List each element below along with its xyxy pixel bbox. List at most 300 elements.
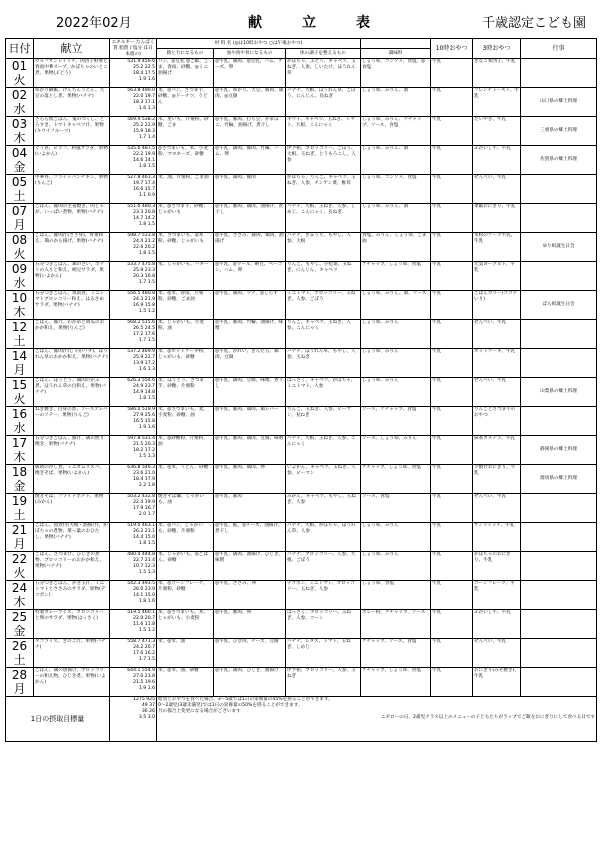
yellow-foods-cell: ◎牛乳、豚肉、鶏肉、豆腐、味噌 bbox=[214, 436, 286, 465]
event-cell: 山梨県の郷土料理 bbox=[521, 378, 597, 407]
date-cell bbox=[6, 204, 34, 233]
seasoning-cell: ソース、食塩 bbox=[361, 494, 431, 523]
day-number: 22 bbox=[11, 552, 28, 566]
materials-title: 材 料 名 bbox=[214, 40, 232, 46]
day-number: 02 bbox=[11, 88, 28, 102]
nutrition-cell: 626.3 554.6 24.9 23.7 14.9 14.8 1.8 1.5 bbox=[110, 378, 157, 407]
col-green: 体の調子を整えるもの bbox=[286, 49, 361, 59]
page-header bbox=[0, 12, 600, 32]
date-cell bbox=[6, 436, 34, 465]
col-snack10: 10時おやつ bbox=[431, 39, 473, 59]
menu-row bbox=[6, 262, 597, 291]
snack10-cell: 牛乳 bbox=[431, 117, 473, 146]
menu-row bbox=[6, 523, 597, 552]
green-foods-cell: デコポン、ミニトマト、ブロッコリー、玉ねぎ、人参 bbox=[286, 581, 361, 610]
green-foods-cell: バナナ、レタス、トマト、玉ねぎ、しめじ bbox=[286, 639, 361, 668]
event-cell bbox=[521, 349, 597, 378]
event-cell bbox=[521, 581, 597, 610]
snack10-cell: 牛乳 bbox=[431, 233, 473, 262]
menu-cell: ごはん、さつま汁、ひじきの煮物、ブロッコリーのおかか和え、果物(バナナ) bbox=[34, 552, 110, 581]
col-materials bbox=[157, 39, 361, 49]
yellow-foods-cell: ◎牛乳、鶏肉、ひじき、油揚げ bbox=[214, 668, 286, 697]
yellow-foods-cell: ◎牛乳、豚肉、鶏肉、油揚げ、煮干し bbox=[214, 204, 286, 233]
weekday: 土 bbox=[13, 334, 26, 348]
green-foods-cell: キウイ、キャベツ、玉ねぎ、トマト、大根、こんにゃく bbox=[286, 117, 361, 146]
weekday: 水 bbox=[13, 421, 26, 435]
seasoning-cell: しょうゆ、みりん、ケチャップ、ソース、食塩 bbox=[361, 117, 431, 146]
date-cell bbox=[6, 668, 34, 697]
snack3-cell: 抹茶カステラ、牛乳 bbox=[473, 436, 521, 465]
green-foods-cell: りんご、キャベツ、玉ねぎ、人参、こんにゃく bbox=[286, 320, 361, 349]
nutrition-cell: 537.2 469.9 25.9 22.7 13.9 17.2 1.6 1.3 bbox=[110, 349, 157, 378]
col-events: 行事 bbox=[521, 39, 597, 59]
day-number: 18 bbox=[11, 465, 28, 479]
event-cell: 山口県の郷土料理 bbox=[521, 88, 597, 117]
green-foods-cell: バナナ、大根、玉ねぎ、人参、こんにゃく bbox=[286, 436, 361, 465]
seasoning-cell: ソース、ケチャップ、食塩 bbox=[361, 407, 431, 436]
menu-cell: ごはん、ほうとう、鶏肉のかぶ煮、ほうれん草の白和え、果物(バナナ) bbox=[34, 378, 110, 407]
event-cell bbox=[521, 668, 597, 697]
yellow-foods-cell: ◎牛乳、鮭、◎チーズ、油揚げ、煮干し bbox=[214, 523, 286, 552]
menu-cell: さらら炊ごはん、鬼のつくし、とろすき、トマトキャベツ汁、果物(キウイフルーツ) bbox=[34, 117, 110, 146]
weekday: 月 bbox=[13, 363, 26, 377]
event-cell bbox=[521, 204, 597, 233]
snack3-cell: たいやき、牛乳 bbox=[473, 117, 521, 146]
yellow-foods-cell: ◎牛乳、鶏肉、豆腐、味噌、煮干し bbox=[214, 378, 286, 407]
green-foods-cell: ミニトマト、ブロッコリー、玉ねぎ、人参、ごぼう bbox=[286, 291, 361, 320]
event-cell: ゆり組誕生日会 bbox=[521, 233, 597, 262]
date-cell bbox=[6, 320, 34, 349]
red-foods-cell: 米、◎砂糖粉、片栗粉、油 bbox=[157, 436, 214, 465]
menu-row bbox=[6, 59, 597, 88]
red-foods-cell: 米、◎コーンフレーク、片栗粉、砂糖 bbox=[157, 581, 214, 610]
nutrition-cell: 527.8 461.3 19.7 17.4 16.6 15.7 1.1 0.9 bbox=[110, 175, 157, 204]
snack10-cell: 牛乳 bbox=[431, 175, 473, 204]
snack3-cell: せんべい、牛乳 bbox=[473, 320, 521, 349]
date-cell bbox=[6, 552, 34, 581]
red-foods-cell: 米、◎パン、じゃがいも、砂糖、片栗粉 bbox=[157, 523, 214, 552]
day-number: 01 bbox=[11, 59, 28, 73]
snack3-cell: きなこ本団子、牛乳 bbox=[473, 59, 521, 88]
seasoning-cell: しょうゆ、みりん、酒 bbox=[361, 146, 431, 175]
snack3-cell: コーンフレーク、牛乳 bbox=[473, 581, 521, 610]
green-foods-cell: はっさく、ブロッコリー、玉ねぎ、人参、コーン bbox=[286, 610, 361, 639]
weekday: 金 bbox=[13, 624, 26, 638]
col-snack3: 3時おやつ bbox=[473, 39, 521, 59]
snack10-cell: 牛乳 bbox=[431, 146, 473, 175]
date-cell bbox=[6, 494, 34, 523]
date-cell bbox=[6, 233, 34, 262]
green-foods-cell: バナナ、大根、玉ねぎ、人参、しめじ、こんにゃく、長ねぎ bbox=[286, 204, 361, 233]
date-cell bbox=[6, 407, 34, 436]
col-yellow: 血や肉や骨になるもの bbox=[214, 49, 286, 59]
col-menu: 献立 bbox=[34, 39, 110, 59]
weekday: 月 bbox=[13, 682, 26, 696]
menu-cell: 焼きそば、フライドポテト、果物(みかん) bbox=[34, 494, 110, 523]
day-number: 26 bbox=[11, 639, 28, 653]
weekday: 土 bbox=[13, 189, 26, 203]
snack10-cell: 牛乳 bbox=[431, 204, 473, 233]
date-cell bbox=[6, 465, 34, 494]
yellow-foods-cell: ◎牛乳、豚肉、打ち豆、かまぼこ、竹輪、油揚げ、煮干し bbox=[214, 117, 286, 146]
menu-row bbox=[6, 639, 597, 668]
nutrition-cell: 563.8 490.0 22.0 19.7 18.3 17.1 1.6 1.3 bbox=[110, 88, 157, 117]
menu-row bbox=[6, 291, 597, 320]
weekday: 火 bbox=[13, 392, 26, 406]
nutrition-cell: 569.4 538.2 25.2 22.9 15.9 18.3 1.7 1.4 bbox=[110, 117, 157, 146]
menu-row bbox=[6, 175, 597, 204]
red-foods-cell: 米、◎米、油 bbox=[157, 639, 214, 668]
snack10-cell: 牛乳 bbox=[431, 610, 473, 639]
col-nutrition: エネルギー たんぱく質 脂質 / 塩分 (1日本週の) bbox=[110, 39, 157, 59]
weekday: 火 bbox=[13, 566, 26, 580]
snack10-cell: 牛乳 bbox=[431, 320, 473, 349]
footer-note: ニギローの日、2歳児クラス以上のメニューの子どもたちがラップでご飯をおにぎりにして食べる日です bbox=[380, 715, 596, 720]
menu-cell: ごはん、豚肉汁(じゃがバタ)、ほうれん草のおかか和え、果物(バナナ) bbox=[34, 349, 110, 378]
event-cell bbox=[521, 407, 597, 436]
day-number: 25 bbox=[11, 610, 28, 624]
event-cell bbox=[521, 175, 597, 204]
day-number: 24 bbox=[11, 581, 28, 595]
summary-nutrition: 1275 925 49 37 36 26 3.5 3.0 bbox=[110, 697, 157, 742]
day-number: 04 bbox=[11, 146, 28, 160]
date-cell bbox=[6, 378, 34, 407]
menu-row bbox=[6, 146, 597, 175]
menu-cell: ぐう煮、ピラフ、和風サラダ、果物(いよかん) bbox=[34, 146, 110, 175]
green-foods-cell: 伊予柑、ブロッコリー、人参、玉ねぎ bbox=[286, 668, 361, 697]
seasoning-cell: しょうゆ、みりん bbox=[361, 349, 431, 378]
snack10-cell: 牛乳 bbox=[431, 581, 473, 610]
date-cell bbox=[6, 59, 34, 88]
green-foods-cell: りんご、もやし、小松菜、玉ねぎ、にんじん、キャベツ bbox=[286, 262, 361, 291]
menu-cell: 五分づきごはん、かき玉汁、ミニトマトとささみのサラダ、果物(デコポン) bbox=[34, 581, 110, 610]
nutrition-cell: 558.7 471.3 24.2 20.7 17.6 16.2 1.7 1.5 bbox=[110, 639, 157, 668]
green-foods-cell: かぼちゃ、りんご、キャベツ、玉ねぎ、人参、チンゲン菜、椎茸 bbox=[286, 175, 361, 204]
nutrition-cell: 644.1 554.9 27.0 23.8 21.5 19.6 1.9 1.6 bbox=[110, 668, 157, 697]
red-foods-cell: ◎さつまいも、米、小麦粉、マヨネーズ、砂糖 bbox=[157, 146, 214, 175]
menu-row bbox=[6, 233, 597, 262]
snack10-cell: 牛乳 bbox=[431, 494, 473, 523]
day-number: 28 bbox=[11, 668, 28, 682]
snack3-cell: ごはんカリー(ココアいり) bbox=[473, 291, 521, 320]
nutrition-cell: 531.9 459.6 25.2 22.5 18.4 17.5 1.9 1.6 bbox=[110, 59, 157, 88]
snack10-cell: 牛乳 bbox=[431, 465, 473, 494]
menu-cell: 中華丼、フライドパンチキン、果物(りんご) bbox=[34, 175, 110, 204]
menu-cell: 五分づきごはん、鶏のさい、ポテトの入りと和え、納豆サラダ、果物(いよかん) bbox=[34, 262, 110, 291]
snack3-cell: ホットケーキ、牛乳 bbox=[473, 349, 521, 378]
red-foods-cell: 米、じゃがいも、バター bbox=[157, 262, 214, 291]
seasoning-cell: しょうゆ、コンソメ、食塩、◎食塩 bbox=[361, 59, 431, 88]
yellow-foods-cell: ◎牛乳、鶏肉、豚肉 bbox=[214, 175, 286, 204]
seasoning-cell: しょうゆ、みりん、酒 bbox=[361, 88, 431, 117]
yellow-foods-cell: ◎牛乳、ひき肉、チーズ、豆腐 bbox=[214, 639, 286, 668]
day-number: 05 bbox=[11, 175, 28, 189]
day-number: 09 bbox=[11, 262, 28, 276]
menu-row bbox=[6, 407, 597, 436]
event-cell: ばら組誕生日会 bbox=[521, 291, 597, 320]
snack3-cell: りんごとさつま芋のおやつ bbox=[473, 407, 521, 436]
seasoning-cell: しょうゆ、みりん、酒、ソース bbox=[361, 291, 431, 320]
weekday: 水 bbox=[13, 102, 26, 116]
day-number: 08 bbox=[11, 233, 28, 247]
event-cell bbox=[521, 320, 597, 349]
seasoning-cell: しょうゆ、みりん、酒 bbox=[361, 204, 431, 233]
menu-cell: 五分づきごはん、豚汁、鶏の照り焼き、果物(バナナ) bbox=[34, 436, 110, 465]
snack10-cell: 牛乳 bbox=[431, 378, 473, 407]
weekday: 金 bbox=[13, 160, 26, 174]
yellow-foods-cell: ◎牛乳、豚肉、卵 bbox=[214, 610, 286, 639]
weekday: 土 bbox=[13, 508, 26, 522]
seasoning-cell: カレー粉、ケチャップ、ソース bbox=[361, 610, 431, 639]
red-foods-cell: 米、油、片栗粉、ごま油 bbox=[157, 175, 214, 204]
menu-row bbox=[6, 436, 597, 465]
snack3-cell: 元気ヨーグルト、牛乳 bbox=[473, 262, 521, 291]
yellow-foods-cell: ◎牛乳、鶏肉、◎豆乳、ハム、チーズ、卵 bbox=[214, 59, 286, 88]
red-foods-cell: 米、じゃがいも、◎ごはん、砂糖 bbox=[157, 552, 214, 581]
red-foods-cell: 米、◎さつまいも、米、じゃがいも、小麦粉 bbox=[157, 610, 214, 639]
day-number: 15 bbox=[11, 378, 28, 392]
day-number: 07 bbox=[11, 204, 28, 218]
snack3-cell: ふかいし牛、牛乳 bbox=[473, 146, 521, 175]
yellow-foods-cell: ◎牛乳、豚肉 bbox=[214, 494, 286, 523]
menu-row bbox=[6, 610, 597, 639]
col-date: 日付 bbox=[6, 39, 34, 59]
green-foods-cell: バナナ、きゅうり、もやし、人参、大根 bbox=[286, 233, 361, 262]
nutrition-cell: 551.6 480.3 23.3 20.8 14.7 14.2 1.8 1.5 bbox=[110, 204, 157, 233]
weekday: 木 bbox=[13, 305, 26, 319]
event-cell bbox=[521, 494, 597, 523]
date-cell bbox=[6, 639, 34, 668]
nutrition-cell: 586.0 519.9 27.9 25.6 16.5 15.8 1.9 1.6 bbox=[110, 407, 157, 436]
seasoning-cell: しょうゆ、みりん bbox=[361, 320, 431, 349]
menu-row bbox=[6, 204, 597, 233]
weekday: 火 bbox=[13, 73, 26, 87]
date-cell bbox=[6, 581, 34, 610]
snack3-cell: ふかいし牛、牛乳 bbox=[473, 610, 521, 639]
red-foods-cell: 米、里いも、片栗粉、砂糖、ごま bbox=[157, 117, 214, 146]
date-cell bbox=[6, 117, 34, 146]
menu-row bbox=[6, 378, 597, 407]
menu-row bbox=[6, 668, 597, 697]
red-foods-cell: 米、◎ホットケーキ粉、じゃがいも、砂糖 bbox=[157, 349, 214, 378]
seasoning-cell: しょうゆ、みりん bbox=[361, 552, 431, 581]
weekday: 月 bbox=[13, 218, 26, 232]
red-foods-cell: 焼きそば麺、じゃがいも、油 bbox=[157, 494, 214, 523]
snack3-cell: サンドイッチ、牛乳 bbox=[473, 523, 521, 552]
nutrition-cell: 533.7 475.8 25.9 23.3 20.3 16.8 1.7 1.5 bbox=[110, 262, 157, 291]
nutrition-cell: 556.5 480.8 24.3 21.9 16.9 15.8 1.5 1.2 bbox=[110, 291, 157, 320]
weekday: 金 bbox=[13, 479, 26, 493]
seasoning-cell: しょうゆ、コンソメ、食塩 bbox=[361, 175, 431, 204]
date-cell bbox=[6, 146, 34, 175]
yellow-foods-cell: ◎牛乳、豚肉、竹輪、油揚げ、味噌 bbox=[214, 320, 286, 349]
menu-cell: ごはん、豚肉汁(ささ身)、青菜和え、鶏のから揚げ、果物(バナナ) bbox=[34, 233, 110, 262]
summary-label: 1日の摂取目標量 bbox=[6, 697, 110, 742]
yellow-foods-cell: ◎牛乳、かれい、ぎんだら、鶏肉、豆腐 bbox=[214, 349, 286, 378]
seasoning-cell: ケチャップ、しょうゆ、食塩 bbox=[361, 465, 431, 494]
green-foods-cell: バナナ、ほうれん草、もやし、人参、玉ねぎ bbox=[286, 349, 361, 378]
nutrition-cell: 598.7 513.8 24.4 21.2 22.6 20.2 1.8 1.5 bbox=[110, 233, 157, 262]
yellow-foods-cell: ◎牛乳、鶏肉、豚肉、竹輪、ハム、卵 bbox=[214, 146, 286, 175]
menu-row bbox=[6, 552, 597, 581]
seasoning-cell: しょうゆ、みりん bbox=[361, 523, 431, 552]
day-number: 19 bbox=[11, 494, 28, 508]
menu-table bbox=[5, 38, 597, 742]
snack10-cell: 牛乳 bbox=[431, 639, 473, 668]
seasoning-cell: ソース、しょうゆ、みりん bbox=[361, 436, 431, 465]
menu-row bbox=[6, 465, 597, 494]
nutrition-cell: 480.4 444.8 22.7 21.4 10.7 12.3 1.5 1.3 bbox=[110, 552, 157, 581]
date-cell bbox=[6, 523, 34, 552]
seasoning-cell: ケチャップ、しょうゆ、食塩 bbox=[361, 668, 431, 697]
snack3-cell: 菜飯おにぎり、牛乳 bbox=[473, 204, 521, 233]
green-foods-cell: みかん、キャベツ、もやし、玉ねぎ、人参 bbox=[286, 494, 361, 523]
col-seasoning: 調味料 bbox=[361, 49, 431, 59]
weekday: 木 bbox=[13, 595, 26, 609]
seasoning-cell: しょうゆ、みりん bbox=[361, 378, 431, 407]
red-foods-cell: 米、◎パン、さつま芋、砂糖、◎ドーナツ、うどん bbox=[157, 88, 214, 117]
notes-text: 給食とおやつを食べた場合、3〜5歳では1日の栄養量の45%を摂ることができます。 0〜2歳児(3歳未満児)では1日の栄養量の50%を摂ることができます。 月の都合上変更になる場合がございます bbox=[158, 697, 333, 714]
red-foods-cell: パン、◎豆乳 ◎ご飯、ごま、春雨、砂糖、◎ミニ油揚げ bbox=[157, 59, 214, 88]
menu-cell: 豚肉の冷し煮、ミニオムリスパ、焼きそば、果物(いよかん) bbox=[34, 465, 110, 494]
snack3-cell: せんべい、牛乳 bbox=[473, 494, 521, 523]
weekday: 水 bbox=[13, 276, 26, 290]
red-foods-cell: 米、◎米、うどん、砂糖 bbox=[157, 465, 214, 494]
menu-row bbox=[6, 581, 597, 610]
date-cell bbox=[6, 291, 34, 320]
event-cell bbox=[521, 262, 597, 291]
seasoning-cell: しょうゆ、食塩 bbox=[361, 581, 431, 610]
menu-row bbox=[6, 117, 597, 146]
materials-note: (◎は10時おやつ ○は午後おやつ) bbox=[232, 40, 303, 46]
yellow-foods-cell: ◎牛乳、ささみ、豚肉、鶏肉、油揚げ bbox=[214, 233, 286, 262]
menu-cell: ゆかり御飯、けんちんうどん、大豆の落とし煮、果物(バナナ) bbox=[34, 88, 110, 117]
green-foods-cell: いよかん、キャベツ、玉ねぎ、人参、ピーマン bbox=[286, 465, 361, 494]
date-cell bbox=[6, 349, 34, 378]
menu-row bbox=[6, 320, 597, 349]
snack10-cell: 牛乳 bbox=[431, 262, 473, 291]
day-number: 10 bbox=[11, 291, 28, 305]
green-foods-cell: バナナ、ブロッコリー、人参、大根、ごぼう bbox=[286, 552, 361, 581]
event-cell: 三重県の郷土料理 bbox=[521, 117, 597, 146]
snack10-cell: 牛乳 bbox=[431, 436, 473, 465]
snack10-cell: 牛乳 bbox=[431, 88, 473, 117]
snack3-cell: せんべい、牛乳 bbox=[473, 639, 521, 668]
red-foods-cell: 米、◎さつまいも、麦、小麦粉、砂糖、油 bbox=[157, 407, 214, 436]
menu-cell: 五分づきごはん、筑前煮、ミニトマトブロッコリー和え、はるさめサラダ、果物(バナナ) bbox=[34, 291, 110, 320]
menu-cell: ごはん、豚肉の生姜焼き、肉じゃが、いっぱい煮物、果物(バナナ) bbox=[34, 204, 110, 233]
snack10-cell: 牛乳 bbox=[431, 349, 473, 378]
red-foods-cell: 米、さつまいも、◎米粉、砂糖、じゃがいも bbox=[157, 233, 214, 262]
snack10-cell: 牛乳 bbox=[431, 523, 473, 552]
snack3-cell: かぼちゃのおにぎり、牛乳 bbox=[473, 552, 521, 581]
snack3-cell: せんべい、牛乳 bbox=[473, 378, 521, 407]
weekday: 土 bbox=[13, 653, 26, 667]
snack3-cell: 夕焼けおにぎり、牛乳 bbox=[473, 465, 521, 494]
event-cell: 静岡県の郷土料理 bbox=[521, 436, 597, 465]
snack10-cell: 牛乳 bbox=[431, 668, 473, 697]
event-cell: 佐賀県の郷土料理 bbox=[521, 146, 597, 175]
yellow-foods-cell: ◎牛乳、豚肉、鶏肉、卵 bbox=[214, 465, 286, 494]
nutrition-cell: 636.8 546.3 23.6 21.0 18.4 17.9 2.2 1.8 bbox=[110, 465, 157, 494]
nutrition-cell: 535.6 487.5 22.2 19.9 14.6 14.1 1.8 1.5 bbox=[110, 146, 157, 175]
yellow-foods-cell: ◎牛乳、鶏肉、ツナ、◎しらす bbox=[214, 291, 286, 320]
date-cell bbox=[6, 262, 34, 291]
event-cell: 群馬県の郷土料理 bbox=[521, 465, 597, 494]
nutrition-cell: 519.0 463.1 26.2 23.1 14.4 15.0 1.8 1.5 bbox=[110, 523, 157, 552]
menu-cell: ねぎ焼き、白身の煮、ソースアレバーのソテー、果物(りんご) bbox=[34, 407, 110, 436]
red-foods-cell: 米、じゃがいも、小麦粉、油 bbox=[157, 320, 214, 349]
green-foods-cell: バナナ、大根、ほうれん草、ごぼう、にんじん、長ねぎ bbox=[286, 88, 361, 117]
snack3-cell: フレンチトースト、牛乳 bbox=[473, 88, 521, 117]
nutrition-cell: 597.8 531.4 21.5 20.3 18.2 17.2 1.5 1.3 bbox=[110, 436, 157, 465]
month-label: 2022年02月 bbox=[56, 16, 132, 31]
red-foods-cell: 米、◎米、油、砂糖 bbox=[157, 668, 214, 697]
menu-row bbox=[6, 88, 597, 117]
event-cell bbox=[521, 610, 597, 639]
nutrition-cell: 503.2 432.8 22.4 19.9 17.9 16.7 2.0 1.7 bbox=[110, 494, 157, 523]
yellow-foods-cell: ◎牛乳、ゆかり、大豆、豚肉、鶏肉、◎豆腐 bbox=[214, 88, 286, 117]
snack10-cell: 牛乳 bbox=[431, 552, 473, 581]
org-name: 千歳認定こども園 bbox=[481, 16, 586, 31]
yellow-foods-cell: ◎牛乳、◎ワール、納豆、ベーコン、ハム、卵 bbox=[214, 262, 286, 291]
event-cell bbox=[521, 639, 597, 668]
weekday: 火 bbox=[13, 247, 26, 261]
col-red: 熱と力になるもの bbox=[157, 49, 214, 59]
menu-row bbox=[6, 494, 597, 523]
seasoning-cell: ケチャップ、しょうゆ、食塩 bbox=[361, 262, 431, 291]
event-cell bbox=[521, 523, 597, 552]
day-number: 17 bbox=[11, 436, 28, 450]
green-foods-cell: かぼちゃ、ぶどう、キャベツ、玉ねぎ、人参、しいたけ、ほうれん草 bbox=[286, 59, 361, 88]
date-cell bbox=[6, 610, 34, 639]
menu-cell: ごはん、鶏の唐揚げ、ブロッコリーの和え物、ひじき煮、果物(いよかん) bbox=[34, 668, 110, 697]
seasoning-cell: ケチャップ、ソース、食塩 bbox=[361, 639, 431, 668]
day-number: 16 bbox=[11, 407, 28, 421]
day-number: 12 bbox=[11, 320, 28, 334]
menu-cell: セルフサンドイッチ、肉団子野菜と春雨中華スープ、かぼちゃのいとこ煮、果物(ぶどう) bbox=[34, 59, 110, 88]
yellow-foods-cell: ◎牛乳、鶏肉、油揚げ、ひじき、味噌 bbox=[214, 552, 286, 581]
summary-notes bbox=[157, 697, 597, 742]
snack10-cell: 牛乳 bbox=[431, 291, 473, 320]
yellow-foods-cell: ◎牛乳、ささみ、卵 bbox=[214, 581, 286, 610]
menu-cell: 特製カレーライス、ブロッコリーと卵のサラダ、果物(はっさく) bbox=[34, 610, 110, 639]
red-foods-cell: 米、ほうとう、さつま芋、砂糖、片栗粉 bbox=[157, 378, 214, 407]
date-cell bbox=[6, 88, 34, 117]
yellow-foods-cell: ◎牛乳、豚肉、鶏肉、鶏レバー bbox=[214, 407, 286, 436]
date-cell bbox=[6, 175, 34, 204]
weekday: 木 bbox=[13, 450, 26, 464]
event-cell bbox=[521, 552, 597, 581]
nutrition-cell: 542.3 493.5 26.0 23.9 14.1 15.0 1.8 1.6 bbox=[110, 581, 157, 610]
green-foods-cell: バナナ、大根、かぼちゃ、ほうれん草、人参 bbox=[286, 523, 361, 552]
nutrition-cell: 519.5 460.1 22.0 20.7 11.6 11.8 1.5 1.2 bbox=[110, 610, 157, 639]
snack3-cell: おにぎり(みそ焼き)、牛乳 bbox=[473, 668, 521, 697]
day-number: 14 bbox=[11, 349, 28, 363]
menu-cell: ごはん、豚汁、わかめと胡瓜のおかか和え、果物(りんご) bbox=[34, 320, 110, 349]
nutrition-cell: 568.2 515.6 26.5 24.5 17.2 17.6 1.7 1.5 bbox=[110, 320, 157, 349]
menu-row bbox=[6, 349, 597, 378]
green-foods-cell: りんご、玉ねぎ、人参、ピーマン、長ねぎ bbox=[286, 407, 361, 436]
seasoning-cell: 食塩、みりん、しょうゆ、ごま油 bbox=[361, 233, 431, 262]
col-seasoning-top bbox=[361, 39, 431, 49]
snack3-cell: せんべい、牛乳 bbox=[473, 175, 521, 204]
day-number: 03 bbox=[11, 117, 28, 131]
day-number: 21 bbox=[11, 523, 28, 537]
weekday: 月 bbox=[13, 537, 26, 551]
menu-cell: タコライス、きのこ汁、果物(バナナ) bbox=[34, 639, 110, 668]
green-foods-cell: 伊予柑、ブロッコリー、ごぼう、大根、玉ねぎ、とうもろこし、人参 bbox=[286, 146, 361, 175]
